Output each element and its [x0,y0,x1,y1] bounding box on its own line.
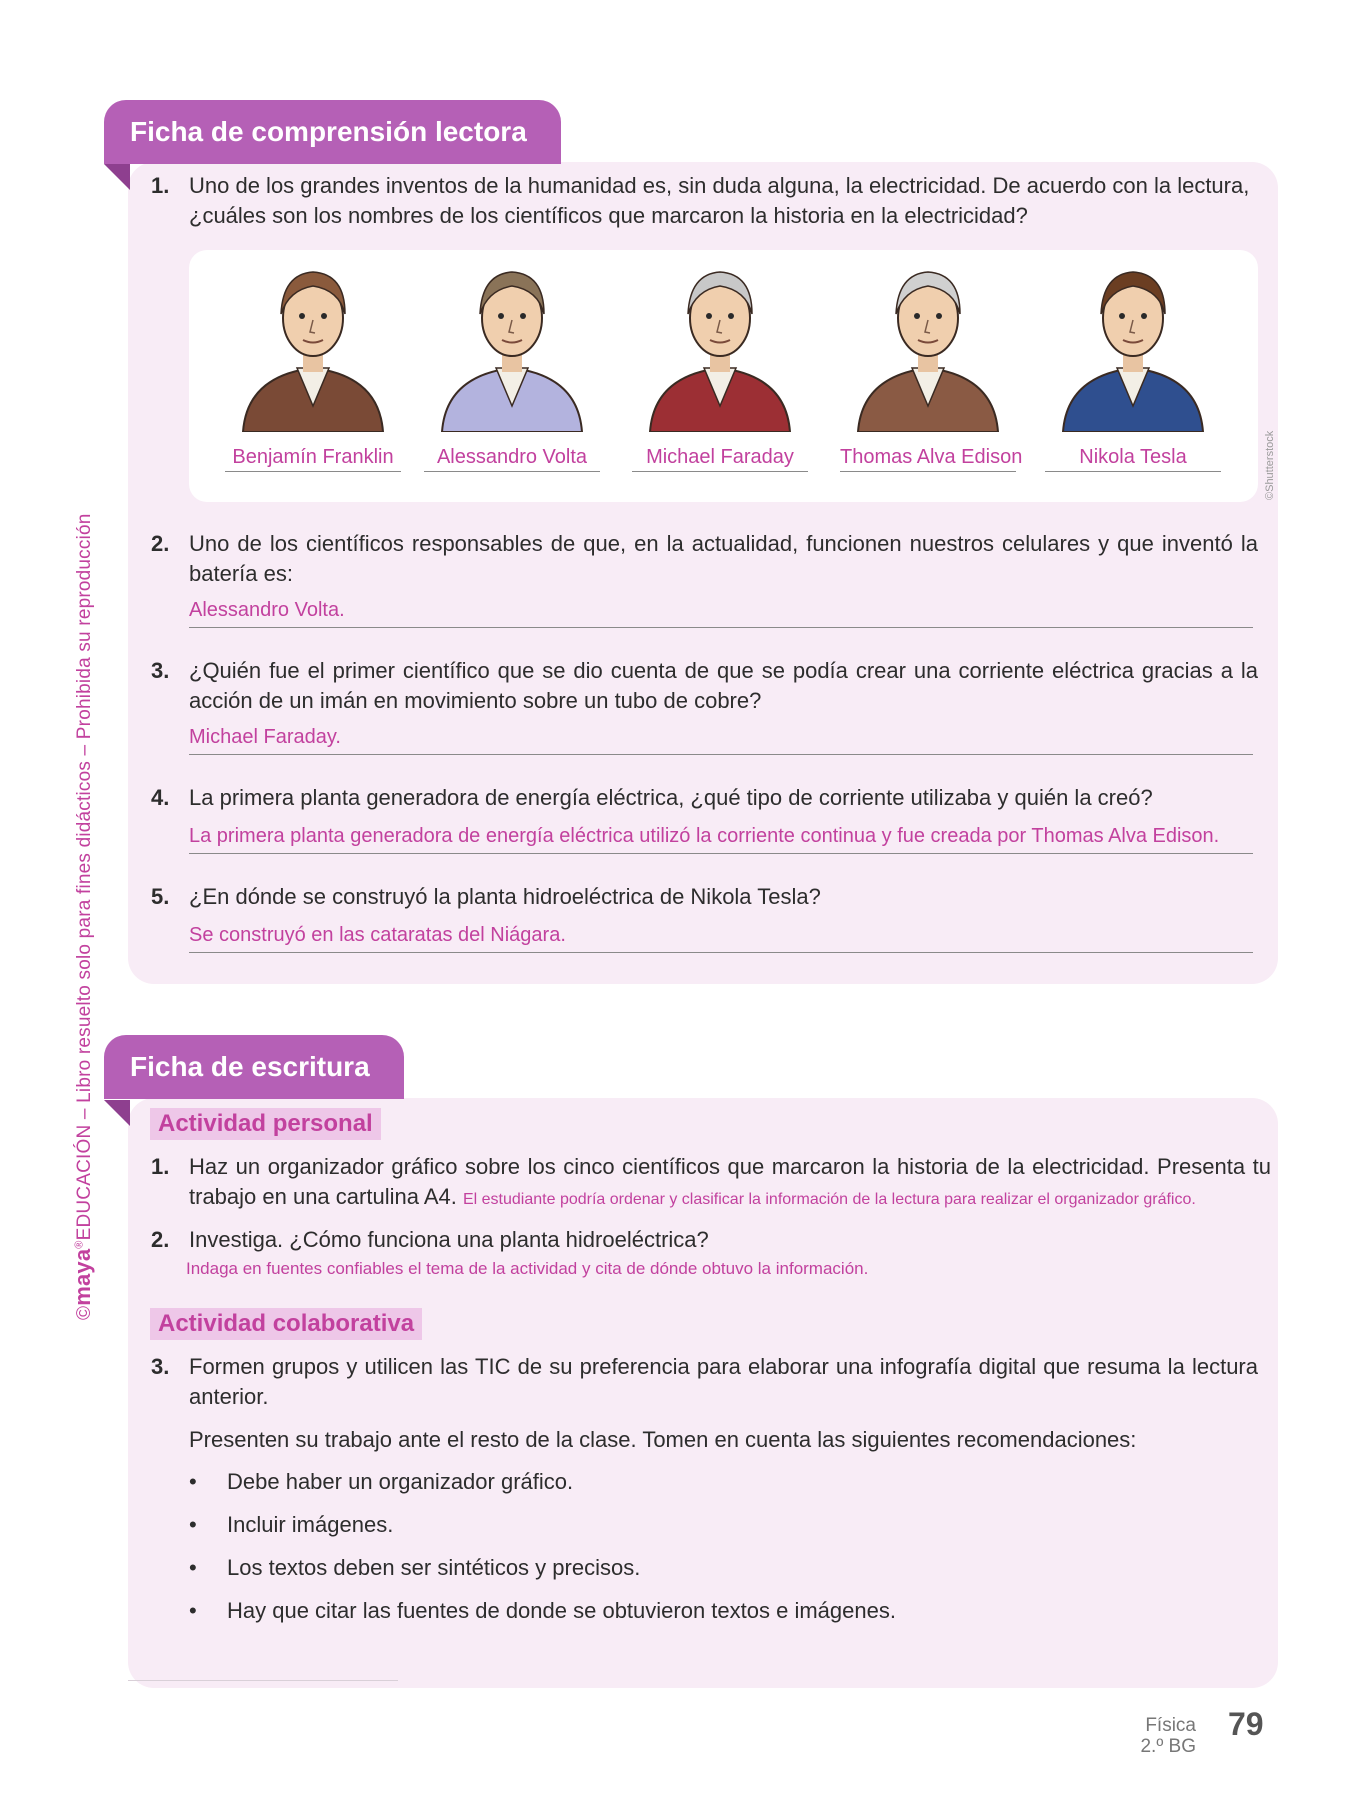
question-text: ¿En dónde se construyó la planta hidroeléctrica de Nikola Tesla? [189,884,821,909]
recommendation-item [189,1467,573,1497]
bullet-dot: • [189,1469,197,1494]
footer-subject: Física [1145,1715,1196,1736]
recommendation-item [189,1510,393,1540]
question-number: 2. [151,1227,170,1252]
bottom-divider [128,1680,398,1681]
bullet-dot: • [189,1598,197,1623]
brand-logo-text: maya [70,1248,95,1306]
scientist-name: Benjamín Franklin [225,446,401,472]
recommendation-text: Los textos deben ser sintéticos y precisos. [227,1555,641,1580]
reading-question-1 [151,171,1258,231]
bullet-dot: • [189,1512,197,1537]
recommendation-text: Incluir imágenes. [227,1512,394,1537]
reading-question-2 [151,529,1258,589]
scientist-portrait [432,256,592,432]
copyright-text: EDUCACIÓN – Libro resuelto solo para fines didácticos – Prohibida su reproducción [74,513,95,1241]
scientist-name: Alessandro Volta [424,446,600,472]
page-number: 79 [1228,1706,1264,1742]
question-number: 1. [151,1154,170,1179]
question-text: Investiga. ¿Cómo funciona una planta hidroeléctrica? [189,1227,709,1252]
bullet-dot: • [189,1555,197,1580]
copyright-notice [70,513,96,1320]
recommendation-item [189,1553,640,1583]
footer-grade: 2.º BG [1140,1736,1196,1757]
scientist-portrait [1053,256,1213,432]
reading-question-3 [151,656,1258,716]
scientist-portrait [640,256,800,432]
writing-section-title: Ficha de escritura [104,1035,404,1099]
recommendations-intro: Presenten su trabajo ante el resto de la clase. Tomen en cuenta las siguientes recomendaciones: [189,1427,1137,1452]
question-number: 3. [151,658,170,683]
writing-tab-fold [104,1100,130,1126]
writing-question-2 [151,1225,1258,1255]
answer-line-5: Se construyó en las cataratas del Niágara. [189,918,1253,953]
scientist-portrait [848,256,1008,432]
scientist-name: Michael Faraday [632,446,808,472]
recommendation-text: Debe haber un organizador gráfico. [227,1469,574,1494]
question-text: Uno de los científicos responsables de que, en la actualidad, funcionen nuestros celulares y que inventó la batería es: [189,531,1258,586]
question-text: Formen grupos y utilicen las TIC de su preferencia para elaborar una infografía digital que resuma la lectura anterior. [189,1354,1258,1409]
recommendation-item [189,1596,896,1626]
collaborative-activity-label: Actividad colaborativa [150,1308,422,1340]
teacher-note: El estudiante podría ordenar y clasificar la información de la lectura para realizar el organizador gráfico. [462,1191,1196,1208]
question-text: La primera planta generadora de energía eléctrica, ¿qué tipo de corriente utilizaba y quién la creó? [189,785,1153,810]
scientist-name: Thomas Alva Edison [840,446,1016,472]
copyright-symbol: © [74,1305,95,1320]
scientist-name: Nikola Tesla [1045,446,1221,472]
answer-line-2: Alessandro Volta. [189,593,1253,628]
scientist-portrait [233,256,393,432]
teacher-note-2: Indaga en fuentes confiables el tema de la actividad y cita de dónde obtuvo la información. [186,1259,869,1278]
writing-question-3 [151,1352,1258,1412]
question-number: 2. [151,531,170,556]
reading-question-4 [151,783,1258,813]
reading-question-5 [151,882,1258,912]
answer-line-4: La primera planta generadora de energía eléctrica utilizó la corriente continua y fue creada por Thomas Alva Edison. [189,819,1253,854]
question-number: 5. [151,884,170,909]
reading-section-title: Ficha de comprensión lectora [104,100,561,164]
question-text: Uno de los grandes inventos de la humanidad es, sin duda alguna, la electricidad. De acuerdo con la lectura, ¿cuáles son los nombres de los científicos que marcaron la historia en la electricidad? [189,173,1250,228]
question-number: 1. [151,173,170,198]
question-number: 3. [151,1354,170,1379]
reading-tab-fold [104,164,130,190]
question-body: Haz un organizador gráfico sobre los cinco científicos que marcaron la historia de la electricidad. Presenta tu trabajo en una cartulina A4. [189,1154,1271,1209]
recommendation-text: Hay que citar las fuentes de donde se obtuvieron textos e imágenes. [227,1598,896,1623]
question-text: ¿Quién fue el primer científico que se dio cuenta de que se podía crear una corriente eléctrica gracias a la acción de un imán en movimiento sobre un tubo de cobre? [189,658,1258,713]
photo-credit: ©Shutterstock [1264,430,1276,500]
question-text [189,1152,1271,1215]
registered-mark: ® [73,1240,86,1249]
personal-activity-label: Actividad personal [150,1108,381,1140]
question-number: 4. [151,785,170,810]
writing-question-1 [151,1152,1271,1215]
answer-line-3: Michael Faraday. [189,720,1253,755]
